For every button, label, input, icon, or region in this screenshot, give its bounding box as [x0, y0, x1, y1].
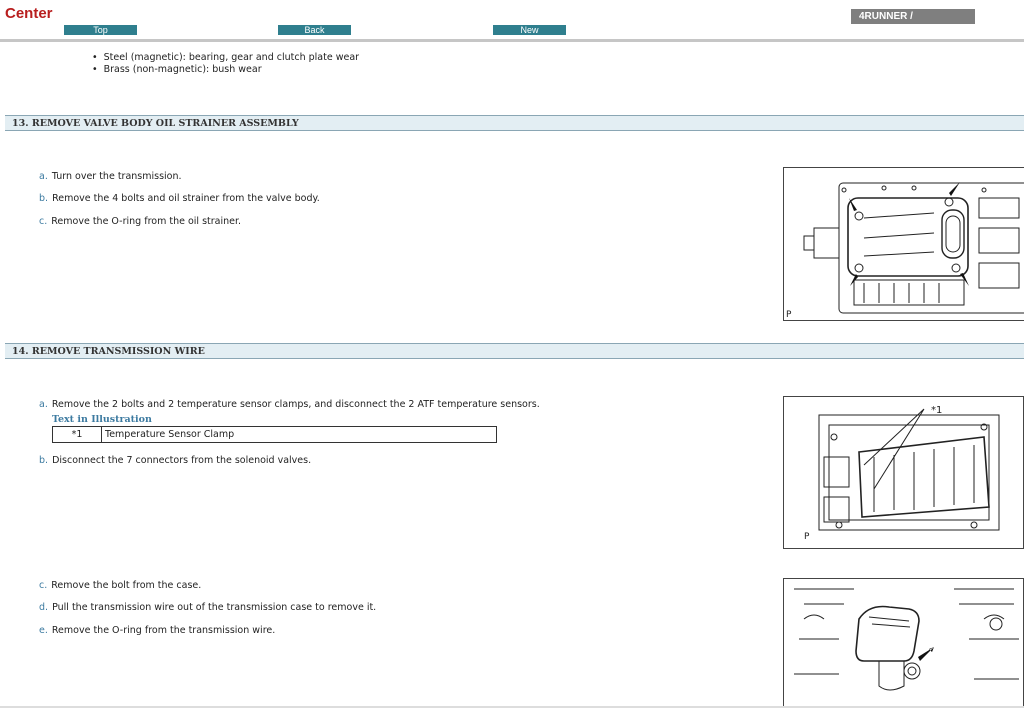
- figure-code: P: [786, 310, 792, 320]
- step-label: a.: [39, 171, 48, 182]
- wire-removal-illustration: [783, 578, 1024, 706]
- transmission-wire-drawing: [784, 397, 1024, 549]
- text-in-illustration-heading: Text in Illustration: [52, 414, 152, 425]
- oil-strainer-illustration: [783, 167, 1024, 321]
- step-label: a.: [39, 399, 48, 410]
- figure-callout-label: *1: [931, 405, 943, 416]
- step-text: Remove the bolt from the case.: [51, 580, 202, 591]
- step-14d: [39, 602, 376, 614]
- step-13b: [39, 193, 320, 205]
- step-label: b.: [39, 193, 49, 204]
- brand-title: Center: [5, 5, 53, 22]
- step-label: e.: [39, 625, 48, 636]
- step-label: c.: [39, 216, 48, 227]
- oil-strainer-drawing: [784, 168, 1024, 321]
- header-divider: [0, 39, 1024, 42]
- nav-new-button[interactable]: New: [493, 25, 566, 35]
- step-13a: [39, 171, 182, 183]
- step-13c: [39, 216, 241, 228]
- step-14b: [39, 455, 311, 467]
- step-14a: [39, 399, 540, 411]
- figure-code: P: [804, 532, 810, 542]
- step-text: Remove the O-ring from the oil strainer.: [51, 216, 242, 227]
- transmission-wire-illustration: [783, 396, 1024, 549]
- step-label: c.: [39, 580, 48, 591]
- nav-top-button[interactable]: Top: [64, 25, 137, 35]
- list-item: • Steel (magnetic): bearing, gear and clutch plate wear: [92, 52, 359, 64]
- step-14c: [39, 580, 201, 592]
- step-text: Remove the 4 bolts and oil strainer from the valve body.: [52, 193, 320, 204]
- callout-table: [52, 426, 497, 443]
- section-14-header: 14. REMOVE TRANSMISSION WIRE: [5, 343, 1024, 359]
- step-text: Pull the transmission wire out of the transmission case to remove it.: [52, 602, 377, 613]
- wire-removal-drawing: [784, 579, 1024, 706]
- step-text: Remove the O-ring from the transmission wire.: [51, 625, 276, 636]
- step-label: b.: [39, 455, 49, 466]
- section-13-header: 13. REMOVE VALVE BODY OIL STRAINER ASSEMBLY: [5, 115, 1024, 131]
- table-row: [53, 427, 497, 443]
- step-text: Turn over the transmission.: [51, 171, 182, 182]
- wear-type-list: [92, 52, 359, 76]
- header-bar: [0, 0, 1024, 42]
- callout-key: *1: [53, 427, 102, 443]
- step-text: Remove the 2 bolts and 2 temperature sensor clamps, and disconnect the 2 ATF temperature sensors.: [51, 399, 540, 410]
- step-text: Disconnect the 7 connectors from the solenoid valves.: [52, 455, 312, 466]
- step-14e: [39, 625, 275, 637]
- callout-text: Temperature Sensor Clamp: [102, 427, 497, 443]
- list-item: • Brass (non-magnetic): bush wear: [92, 64, 359, 76]
- model-badge: 4RUNNER /: [851, 9, 975, 24]
- step-label: d.: [39, 602, 49, 613]
- nav-back-button[interactable]: Back: [278, 25, 351, 35]
